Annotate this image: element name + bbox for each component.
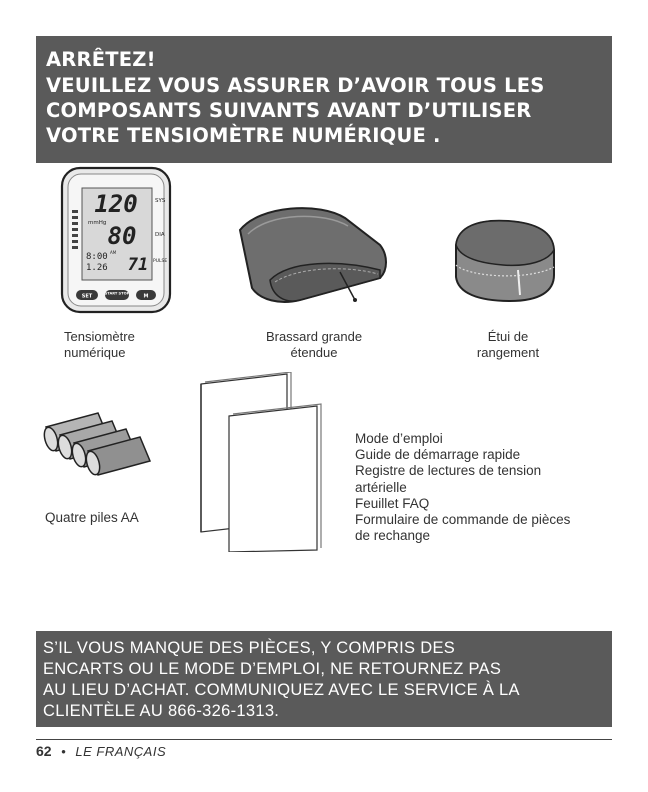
date-readout: 1.26 xyxy=(86,263,108,273)
time-suffix: AM xyxy=(110,250,117,255)
caption-line: rangement xyxy=(476,345,540,360)
pulse-reading: 71 xyxy=(127,255,149,275)
caption-line: numérique xyxy=(64,345,126,360)
m-button-label: M xyxy=(143,293,149,300)
page-footer xyxy=(36,743,166,759)
storage-case-image xyxy=(448,215,563,307)
sys-reading: 120 xyxy=(94,190,138,218)
cuff-image xyxy=(230,200,400,312)
warning-line: VEUILLEZ VOUS ASSURER D’AVOIR TOUS LES xyxy=(46,74,545,97)
documents-list-item: Guide de démarrage rapide xyxy=(355,447,521,463)
dia-label: DIA xyxy=(155,232,165,238)
blood-pressure-monitor-image xyxy=(60,166,172,314)
notice-line: S’IL VOUS MANQUE DES PIÈCES, Y COMPRIS DES xyxy=(43,639,456,657)
cuff-caption xyxy=(254,329,374,361)
notice-line: ENCARTS OU LE MODE D’EMPLOI, NE RETOURNEZ PAS xyxy=(43,660,502,678)
documents-list-item: Feuillet FAQ xyxy=(355,495,430,511)
documents-image xyxy=(195,372,335,552)
notice-line: CLIENTÈLE AU 866-326-1313. xyxy=(43,702,280,720)
monitor-caption xyxy=(64,329,135,361)
warning-banner xyxy=(36,36,612,163)
warning-line: VOTRE TENSIOMÈTRE NUMÉRIQUE . xyxy=(46,124,441,147)
documents-list-item: Registre de lectures de tension xyxy=(355,463,542,479)
documents-list-item: Mode d’emploi xyxy=(355,431,443,446)
sys-label: SYS xyxy=(155,198,166,204)
warning-line: COMPOSANTS SUIVANTS AVANT D’UTILISER xyxy=(46,99,532,122)
footer-divider xyxy=(36,739,612,740)
documents-list xyxy=(355,431,570,544)
caption-line: étendue xyxy=(290,345,338,360)
notice-line: AU LIEU D’ACHAT. COMMUNIQUEZ AVEC LE SERVICE À LA xyxy=(43,681,520,699)
caption-line: Brassard grande xyxy=(265,329,363,344)
page-number: 62 xyxy=(36,743,52,759)
warning-title: ARRÊTEZ! xyxy=(46,48,156,71)
dia-reading: 80 xyxy=(107,222,137,250)
aa-batteries-image xyxy=(36,405,166,487)
missing-parts-notice xyxy=(36,631,612,727)
pulse-label: PULSE xyxy=(153,259,168,264)
footer-language: LE FRANÇAIS xyxy=(75,744,167,759)
start-stop-button-label: START STOP xyxy=(104,291,130,296)
unit-label: mmHg xyxy=(88,220,107,226)
footer-bullet: • xyxy=(61,744,66,759)
set-button-label: SET xyxy=(81,293,93,300)
caption-line: Étui de xyxy=(487,329,529,344)
caption-line: Tensiomètre xyxy=(64,329,135,344)
case-caption xyxy=(468,329,548,361)
time-readout: 8:00 xyxy=(86,252,108,262)
documents-list-item: Formulaire de commande de pièces xyxy=(355,512,571,528)
documents-list-item: de rechange xyxy=(355,528,431,544)
documents-list-item: artérielle xyxy=(355,479,407,495)
batteries-caption: Quatre piles AA xyxy=(45,510,139,525)
